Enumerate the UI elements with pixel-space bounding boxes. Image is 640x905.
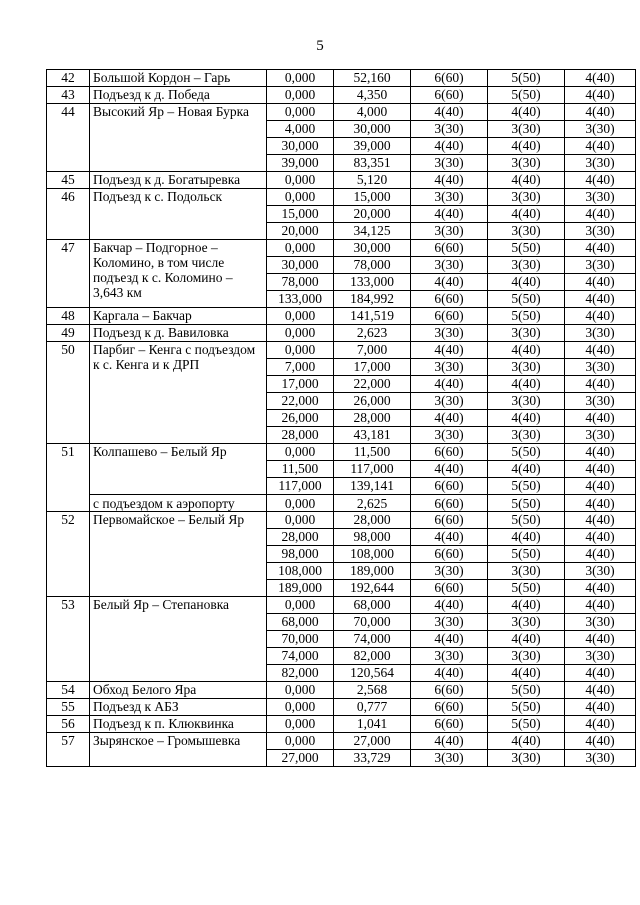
- road-name: Бакчар – Подгорное – Коломино, в том числе подъезд к с. Коломино – 3,643 км: [90, 240, 267, 308]
- value-b: 4(40): [488, 172, 565, 189]
- value-a: 4(40): [411, 342, 488, 359]
- segment-end: 27,000: [334, 733, 411, 750]
- value-a: 4(40): [411, 461, 488, 478]
- road-name: Каргала – Бакчар: [90, 308, 267, 325]
- segment-end: 74,000: [334, 631, 411, 648]
- value-b: 3(30): [488, 427, 565, 444]
- value-a: 3(30): [411, 223, 488, 240]
- value-b: 3(30): [488, 648, 565, 665]
- segment-start: 133,000: [267, 291, 334, 308]
- value-a: 6(60): [411, 70, 488, 87]
- value-c: 3(30): [565, 614, 636, 631]
- value-c: 3(30): [565, 427, 636, 444]
- segment-start: 0,000: [267, 87, 334, 104]
- value-b: 4(40): [488, 665, 565, 682]
- table-row: [47, 87, 636, 104]
- value-c: 4(40): [565, 376, 636, 393]
- road-number: 43: [47, 87, 90, 104]
- segment-start: 0,000: [267, 512, 334, 529]
- value-a: 4(40): [411, 206, 488, 223]
- road-number: 47: [47, 240, 90, 308]
- segment-end: 33,729: [334, 750, 411, 767]
- value-b: 4(40): [488, 410, 565, 427]
- value-b: 5(50): [488, 512, 565, 529]
- segment-start: 28,000: [267, 529, 334, 546]
- value-b: 5(50): [488, 291, 565, 308]
- value-c: 4(40): [565, 87, 636, 104]
- value-c: 3(30): [565, 750, 636, 767]
- table-row: [47, 682, 636, 699]
- road-name: Подъезд к д. Победа: [90, 87, 267, 104]
- value-c: 4(40): [565, 138, 636, 155]
- road-number: 52: [47, 512, 90, 597]
- value-c: 3(30): [565, 393, 636, 410]
- value-b: 5(50): [488, 699, 565, 716]
- segment-end: 43,181: [334, 427, 411, 444]
- value-c: 3(30): [565, 359, 636, 376]
- segment-start: 0,000: [267, 189, 334, 206]
- value-a: 3(30): [411, 359, 488, 376]
- value-b: 5(50): [488, 546, 565, 563]
- segment-start: 0,000: [267, 699, 334, 716]
- segment-start: 68,000: [267, 614, 334, 631]
- value-b: 5(50): [488, 240, 565, 257]
- value-c: 4(40): [565, 682, 636, 699]
- segment-end: 2,625: [334, 495, 411, 512]
- page-number: 5: [316, 38, 324, 54]
- value-a: 3(30): [411, 563, 488, 580]
- segment-start: 30,000: [267, 257, 334, 274]
- value-a: 4(40): [411, 529, 488, 546]
- value-c: 4(40): [565, 274, 636, 291]
- segment-end: 4,000: [334, 104, 411, 121]
- value-a: 3(30): [411, 614, 488, 631]
- road-name: Белый Яр – Степановка: [90, 597, 267, 682]
- road-name: Подъезд к д. Богатыревка: [90, 172, 267, 189]
- segment-end: 133,000: [334, 274, 411, 291]
- value-a: 3(30): [411, 257, 488, 274]
- segment-start: 0,000: [267, 104, 334, 121]
- road-name: Зырянское – Громышевка: [90, 733, 267, 767]
- segment-end: 20,000: [334, 206, 411, 223]
- segment-end: 184,992: [334, 291, 411, 308]
- segment-end: 68,000: [334, 597, 411, 614]
- segment-start: 0,000: [267, 597, 334, 614]
- road-number: 46: [47, 189, 90, 240]
- road-name: Подъезд к д. Вавиловка: [90, 325, 267, 342]
- value-c: 4(40): [565, 461, 636, 478]
- value-c: 4(40): [565, 308, 636, 325]
- table-row: [47, 70, 636, 87]
- segment-end: 98,000: [334, 529, 411, 546]
- value-c: 3(30): [565, 189, 636, 206]
- segment-end: 2,568: [334, 682, 411, 699]
- road-name: Подъезд к с. Подольск: [90, 189, 267, 240]
- value-c: 4(40): [565, 206, 636, 223]
- segment-end: 28,000: [334, 512, 411, 529]
- value-a: 6(60): [411, 291, 488, 308]
- road-number: 57: [47, 733, 90, 767]
- value-b: 4(40): [488, 597, 565, 614]
- value-a: 6(60): [411, 682, 488, 699]
- segment-start: 30,000: [267, 138, 334, 155]
- value-b: 5(50): [488, 580, 565, 597]
- value-c: 4(40): [565, 665, 636, 682]
- segment-end: 78,000: [334, 257, 411, 274]
- segment-end: 82,000: [334, 648, 411, 665]
- segment-end: 70,000: [334, 614, 411, 631]
- segment-end: 30,000: [334, 240, 411, 257]
- segment-start: 0,000: [267, 444, 334, 461]
- segment-start: 108,000: [267, 563, 334, 580]
- value-b: 4(40): [488, 138, 565, 155]
- value-b: 5(50): [488, 716, 565, 733]
- value-c: 4(40): [565, 580, 636, 597]
- table-row: [47, 308, 636, 325]
- value-b: 3(30): [488, 614, 565, 631]
- value-c: 4(40): [565, 495, 636, 512]
- value-b: 3(30): [488, 325, 565, 342]
- value-c: 4(40): [565, 240, 636, 257]
- segment-end: 4,350: [334, 87, 411, 104]
- value-c: 4(40): [565, 342, 636, 359]
- value-b: 5(50): [488, 70, 565, 87]
- value-a: 4(40): [411, 597, 488, 614]
- segment-end: 141,519: [334, 308, 411, 325]
- segment-start: 0,000: [267, 172, 334, 189]
- segment-start: 0,000: [267, 70, 334, 87]
- segment-end: 192,644: [334, 580, 411, 597]
- road-number: 42: [47, 70, 90, 87]
- segment-start: 39,000: [267, 155, 334, 172]
- value-c: 4(40): [565, 716, 636, 733]
- road-sub-name: с подъездом к аэропорту: [90, 495, 267, 512]
- value-a: 4(40): [411, 631, 488, 648]
- road-number: 55: [47, 699, 90, 716]
- table-row: [47, 699, 636, 716]
- value-a: 4(40): [411, 733, 488, 750]
- value-a: 3(30): [411, 393, 488, 410]
- segment-end: 15,000: [334, 189, 411, 206]
- value-c: 4(40): [565, 478, 636, 495]
- road-number: 49: [47, 325, 90, 342]
- value-c: 4(40): [565, 699, 636, 716]
- road-name: Парбиг – Кенга с подъездом к с. Кенга и к ДРП: [90, 342, 267, 444]
- segment-start: 0,000: [267, 682, 334, 699]
- value-a: 6(60): [411, 87, 488, 104]
- value-c: 4(40): [565, 410, 636, 427]
- value-a: 3(30): [411, 648, 488, 665]
- road-number: 44: [47, 104, 90, 172]
- segment-start: 0,000: [267, 325, 334, 342]
- value-b: 4(40): [488, 461, 565, 478]
- value-b: 3(30): [488, 563, 565, 580]
- value-b: 3(30): [488, 189, 565, 206]
- value-a: 3(30): [411, 189, 488, 206]
- value-c: 4(40): [565, 546, 636, 563]
- value-a: 6(60): [411, 240, 488, 257]
- segment-end: 22,000: [334, 376, 411, 393]
- value-c: 3(30): [565, 155, 636, 172]
- value-b: 4(40): [488, 733, 565, 750]
- road-number: 50: [47, 342, 90, 444]
- value-b: 4(40): [488, 206, 565, 223]
- segment-start: 0,000: [267, 342, 334, 359]
- table-row: [47, 325, 636, 342]
- road-number: 56: [47, 716, 90, 733]
- value-c: 4(40): [565, 291, 636, 308]
- value-b: 3(30): [488, 121, 565, 138]
- table-row: [47, 495, 636, 512]
- value-a: 6(60): [411, 495, 488, 512]
- segment-end: 2,623: [334, 325, 411, 342]
- table-row: [47, 512, 636, 529]
- segment-end: 5,120: [334, 172, 411, 189]
- value-a: 6(60): [411, 512, 488, 529]
- value-c: 3(30): [565, 257, 636, 274]
- segment-start: 11,500: [267, 461, 334, 478]
- road-name: Подъезд к АБЗ: [90, 699, 267, 716]
- value-b: 4(40): [488, 631, 565, 648]
- value-a: 4(40): [411, 376, 488, 393]
- road-number: 45: [47, 172, 90, 189]
- value-b: 3(30): [488, 223, 565, 240]
- road-name: Большой Кордон – Гарь: [90, 70, 267, 87]
- segment-start: 189,000: [267, 580, 334, 597]
- value-a: 4(40): [411, 410, 488, 427]
- segment-end: 52,160: [334, 70, 411, 87]
- segment-end: 11,500: [334, 444, 411, 461]
- road-number: 48: [47, 308, 90, 325]
- segment-end: 39,000: [334, 138, 411, 155]
- segment-start: 98,000: [267, 546, 334, 563]
- value-a: 4(40): [411, 665, 488, 682]
- segment-start: 78,000: [267, 274, 334, 291]
- value-a: 6(60): [411, 444, 488, 461]
- value-a: 4(40): [411, 138, 488, 155]
- value-a: 4(40): [411, 274, 488, 291]
- table-row: [47, 733, 636, 750]
- value-b: 3(30): [488, 155, 565, 172]
- value-b: 5(50): [488, 478, 565, 495]
- road-name: Подъезд к п. Клюквинка: [90, 716, 267, 733]
- segment-start: 4,000: [267, 121, 334, 138]
- value-b: 3(30): [488, 393, 565, 410]
- value-c: 4(40): [565, 733, 636, 750]
- table-row: [47, 104, 636, 121]
- value-a: 6(60): [411, 308, 488, 325]
- segment-end: 139,141: [334, 478, 411, 495]
- segment-start: 20,000: [267, 223, 334, 240]
- road-name: Первомайское – Белый Яр: [90, 512, 267, 597]
- value-b: 5(50): [488, 308, 565, 325]
- table-row: [47, 172, 636, 189]
- value-c: 4(40): [565, 104, 636, 121]
- value-a: 6(60): [411, 478, 488, 495]
- table-row: [47, 342, 636, 359]
- value-a: 3(30): [411, 750, 488, 767]
- value-c: 3(30): [565, 121, 636, 138]
- segment-start: 17,000: [267, 376, 334, 393]
- segment-end: 34,125: [334, 223, 411, 240]
- segment-start: 7,000: [267, 359, 334, 376]
- segment-start: 22,000: [267, 393, 334, 410]
- segment-end: 26,000: [334, 393, 411, 410]
- segment-start: 28,000: [267, 427, 334, 444]
- segment-start: 0,000: [267, 716, 334, 733]
- roads-table: [46, 69, 636, 767]
- segment-start: 26,000: [267, 410, 334, 427]
- value-c: 4(40): [565, 631, 636, 648]
- roads-table-body: [47, 70, 636, 767]
- value-b: 4(40): [488, 104, 565, 121]
- segment-end: 117,000: [334, 461, 411, 478]
- value-c: 4(40): [565, 512, 636, 529]
- value-c: 4(40): [565, 529, 636, 546]
- value-a: 6(60): [411, 546, 488, 563]
- value-c: 4(40): [565, 597, 636, 614]
- segment-end: 30,000: [334, 121, 411, 138]
- value-a: 6(60): [411, 699, 488, 716]
- segment-start: 0,000: [267, 495, 334, 512]
- segment-end: 0,777: [334, 699, 411, 716]
- segment-start: 27,000: [267, 750, 334, 767]
- value-b: 4(40): [488, 529, 565, 546]
- value-c: 4(40): [565, 70, 636, 87]
- table-row: [47, 189, 636, 206]
- value-a: 3(30): [411, 427, 488, 444]
- segment-end: 28,000: [334, 410, 411, 427]
- segment-start: 0,000: [267, 733, 334, 750]
- value-b: 3(30): [488, 257, 565, 274]
- value-a: 6(60): [411, 580, 488, 597]
- segment-end: 83,351: [334, 155, 411, 172]
- segment-start: 82,000: [267, 665, 334, 682]
- segment-end: 1,041: [334, 716, 411, 733]
- segment-start: 117,000: [267, 478, 334, 495]
- road-number: 54: [47, 682, 90, 699]
- table-row: [47, 597, 636, 614]
- value-a: 3(30): [411, 155, 488, 172]
- segment-end: 189,000: [334, 563, 411, 580]
- segment-start: 70,000: [267, 631, 334, 648]
- value-c: 3(30): [565, 648, 636, 665]
- value-a: 3(30): [411, 121, 488, 138]
- road-number: 53: [47, 597, 90, 682]
- table-row: [47, 240, 636, 257]
- value-b: 4(40): [488, 376, 565, 393]
- value-c: 3(30): [565, 325, 636, 342]
- segment-end: 7,000: [334, 342, 411, 359]
- segment-start: 15,000: [267, 206, 334, 223]
- table-row: [47, 444, 636, 461]
- value-b: 5(50): [488, 682, 565, 699]
- value-b: 3(30): [488, 359, 565, 376]
- value-c: 4(40): [565, 172, 636, 189]
- road-number: 51: [47, 444, 90, 512]
- value-b: 5(50): [488, 87, 565, 104]
- value-a: 4(40): [411, 104, 488, 121]
- road-name: Высокий Яр – Новая Бурка: [90, 104, 267, 172]
- value-a: 6(60): [411, 716, 488, 733]
- table-row: [47, 716, 636, 733]
- value-b: 4(40): [488, 342, 565, 359]
- road-name: Колпашево – Белый Яр: [90, 444, 267, 495]
- segment-end: 17,000: [334, 359, 411, 376]
- segment-start: 74,000: [267, 648, 334, 665]
- value-c: 4(40): [565, 444, 636, 461]
- segment-start: 0,000: [267, 240, 334, 257]
- value-b: 5(50): [488, 444, 565, 461]
- value-b: 5(50): [488, 495, 565, 512]
- value-c: 3(30): [565, 223, 636, 240]
- value-b: 3(30): [488, 750, 565, 767]
- value-a: 3(30): [411, 325, 488, 342]
- segment-start: 0,000: [267, 308, 334, 325]
- value-a: 4(40): [411, 172, 488, 189]
- segment-end: 108,000: [334, 546, 411, 563]
- value-b: 4(40): [488, 274, 565, 291]
- road-name: Обход Белого Яра: [90, 682, 267, 699]
- segment-end: 120,564: [334, 665, 411, 682]
- value-c: 3(30): [565, 563, 636, 580]
